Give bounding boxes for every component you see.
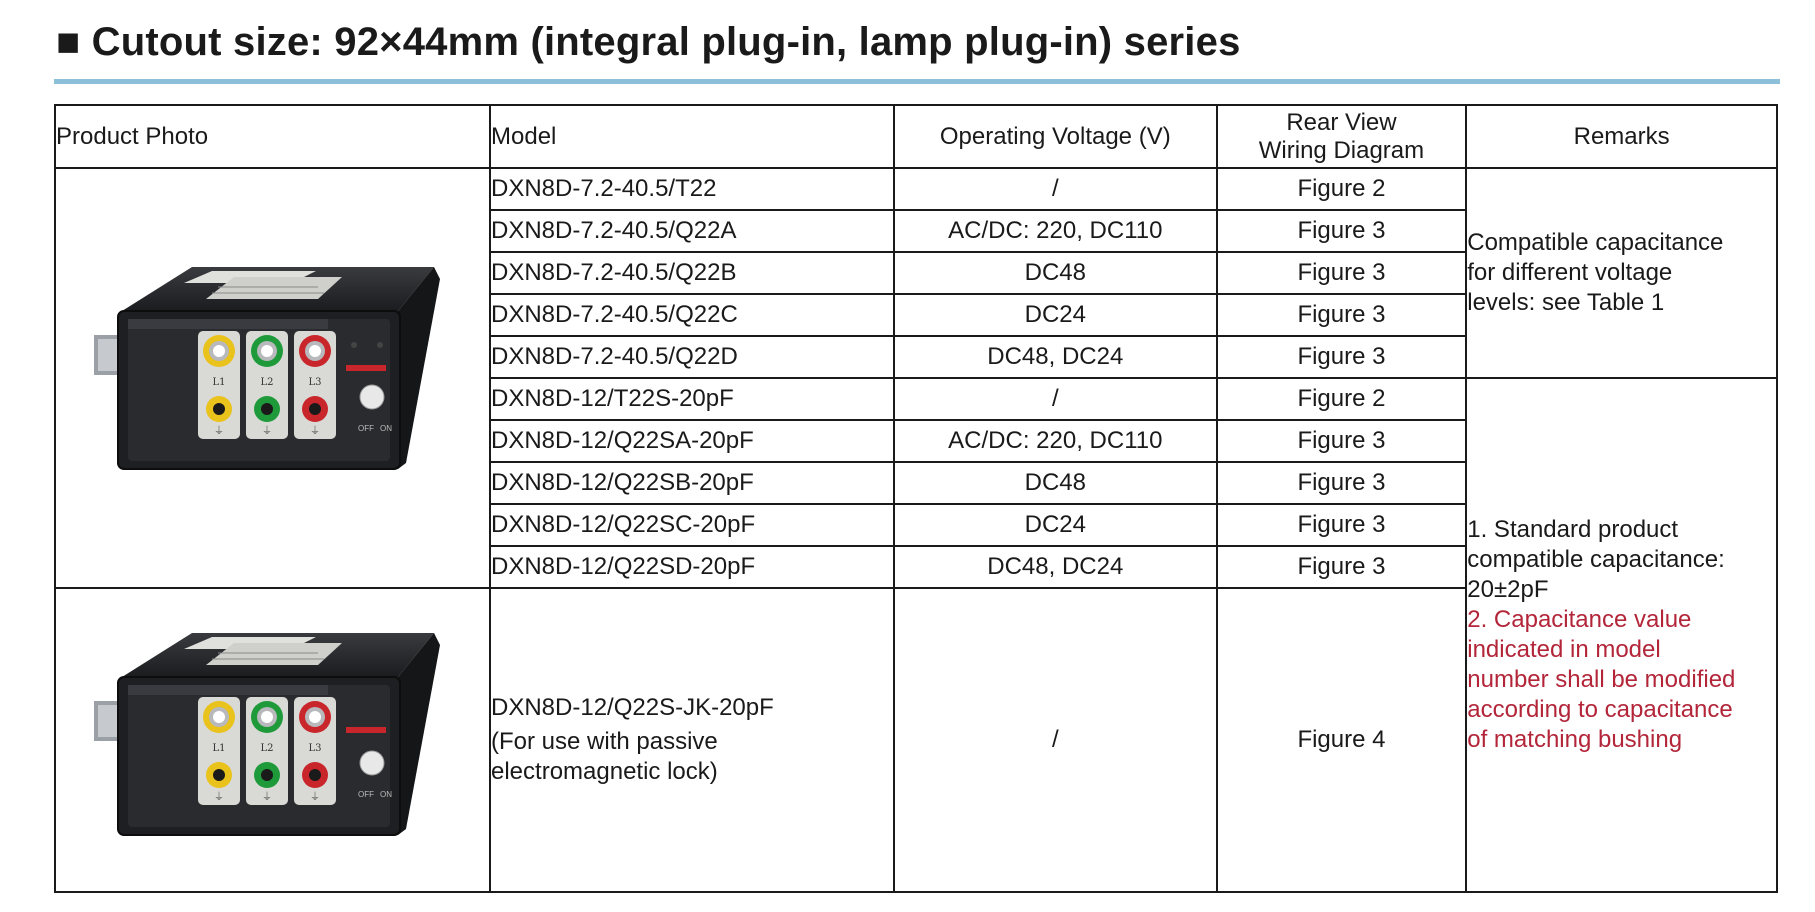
- remark-warning-text: number shall be modified: [1467, 666, 1736, 693]
- switch-label-off: OFF: [357, 424, 374, 433]
- remarks-cell-group2: [1466, 378, 1777, 892]
- model-cell: DXN8D-7.2-40.5/Q22B: [490, 252, 894, 294]
- switch-label-on: ON: [379, 424, 392, 433]
- svg-text:⏚: ⏚: [309, 792, 320, 803]
- terminal-label-l1: L1: [211, 743, 226, 754]
- wiring-cell: Figure 3: [1217, 210, 1467, 252]
- model-cell: DXN8D-7.2-40.5/Q22A: [490, 210, 894, 252]
- terminal-label-l3: L3: [307, 743, 322, 754]
- model-cell-multiline: [490, 588, 894, 892]
- voltage-cell: AC/DC: 220, DC110: [894, 210, 1217, 252]
- model-cell: DXN8D-7.2-40.5/Q22C: [490, 294, 894, 336]
- terminal-label-l3: L3: [307, 377, 322, 388]
- remark-warning-text: according to capacitance: [1467, 696, 1733, 723]
- terminal-label-l1: L1: [211, 377, 226, 388]
- model-cell: DXN8D-7.2-40.5/T22: [490, 168, 894, 210]
- model-cell: DXN8D-12/Q22SA-20pF: [490, 420, 894, 462]
- header-wiring-line2: Wiring Diagram: [1258, 136, 1425, 164]
- svg-text:⏚: ⏚: [213, 792, 224, 803]
- voltage-cell: /: [894, 378, 1217, 420]
- model-note: (For use with passive: [491, 728, 718, 755]
- svg-text:⏚: ⏚: [261, 792, 272, 803]
- wiring-cell: Figure 4: [1217, 588, 1467, 892]
- svg-text:⏚: ⏚: [261, 426, 272, 437]
- header-remarks: Remarks: [1466, 105, 1777, 168]
- table-header-row: [55, 105, 1777, 168]
- model-note: electromagnetic lock): [491, 758, 718, 785]
- header-model: Model: [490, 105, 894, 168]
- model-name: DXN8D-12/Q22S-JK-20pF: [491, 694, 774, 721]
- model-cell: DXN8D-7.2-40.5/Q22D: [490, 336, 894, 378]
- remark-warning-text: indicated in model: [1467, 636, 1661, 663]
- voltage-cell: DC48, DC24: [894, 336, 1217, 378]
- remark-text: levels: see Table 1: [1467, 289, 1665, 316]
- product-photo-1: [55, 168, 490, 588]
- wiring-cell: Figure 3: [1217, 546, 1467, 588]
- voltage-cell: DC24: [894, 504, 1217, 546]
- voltage-cell: /: [894, 588, 1217, 892]
- remark-text: 20±2pF: [1467, 576, 1549, 603]
- remark-text: 1. Standard product: [1467, 516, 1679, 543]
- model-cell: DXN8D-12/Q22SB-20pF: [490, 462, 894, 504]
- model-cell: DXN8D-12/Q22SC-20pF: [490, 504, 894, 546]
- wiring-cell: Figure 2: [1217, 378, 1467, 420]
- remark-text: Compatible capacitance: [1467, 229, 1724, 256]
- remark-text: for different voltage: [1467, 259, 1673, 286]
- remark-warning-text: 2. Capacitance value: [1467, 606, 1692, 633]
- page-title: ■ Cutout size: 92×44mm (integral plug-in, lamp plug-in) series: [56, 20, 1241, 64]
- voltage-cell: DC48: [894, 252, 1217, 294]
- wiring-cell: Figure 3: [1217, 462, 1467, 504]
- voltage-cell: AC/DC: 220, DC110: [894, 420, 1217, 462]
- title-underline: [54, 79, 1780, 84]
- device-photo-icon: [88, 253, 458, 503]
- device-photo-icon: [88, 615, 458, 865]
- header-operating-voltage: Operating Voltage (V): [894, 105, 1217, 168]
- wiring-cell: Figure 2: [1217, 168, 1467, 210]
- header-product-photo: Product Photo: [55, 105, 490, 168]
- wiring-cell: Figure 3: [1217, 420, 1467, 462]
- header-wiring-diagram: [1217, 105, 1467, 168]
- svg-text:⏚: ⏚: [309, 426, 320, 437]
- header-wiring-line1: Rear View: [1286, 108, 1397, 136]
- remarks-cell-group1: [1466, 168, 1777, 378]
- switch-label-on: ON: [379, 790, 392, 799]
- wiring-cell: Figure 3: [1217, 504, 1467, 546]
- remark-text: compatible capacitance:: [1467, 546, 1725, 573]
- remark-warning-text: of matching bushing: [1467, 726, 1683, 753]
- voltage-cell: DC24: [894, 294, 1217, 336]
- product-photo-2: [55, 588, 490, 892]
- model-cell: DXN8D-12/Q22SD-20pF: [490, 546, 894, 588]
- wiring-cell: Figure 3: [1217, 252, 1467, 294]
- voltage-cell: /: [894, 168, 1217, 210]
- wiring-cell: Figure 3: [1217, 294, 1467, 336]
- voltage-cell: DC48: [894, 462, 1217, 504]
- voltage-cell: DC48, DC24: [894, 546, 1217, 588]
- table-row: [55, 168, 1777, 210]
- terminal-label-l2: L2: [259, 743, 274, 754]
- svg-text:⏚: ⏚: [213, 426, 224, 437]
- spec-table: [54, 104, 1778, 893]
- wiring-cell: Figure 3: [1217, 336, 1467, 378]
- switch-label-off: OFF: [357, 790, 374, 799]
- terminal-label-l2: L2: [259, 377, 274, 388]
- model-cell: DXN8D-12/T22S-20pF: [490, 378, 894, 420]
